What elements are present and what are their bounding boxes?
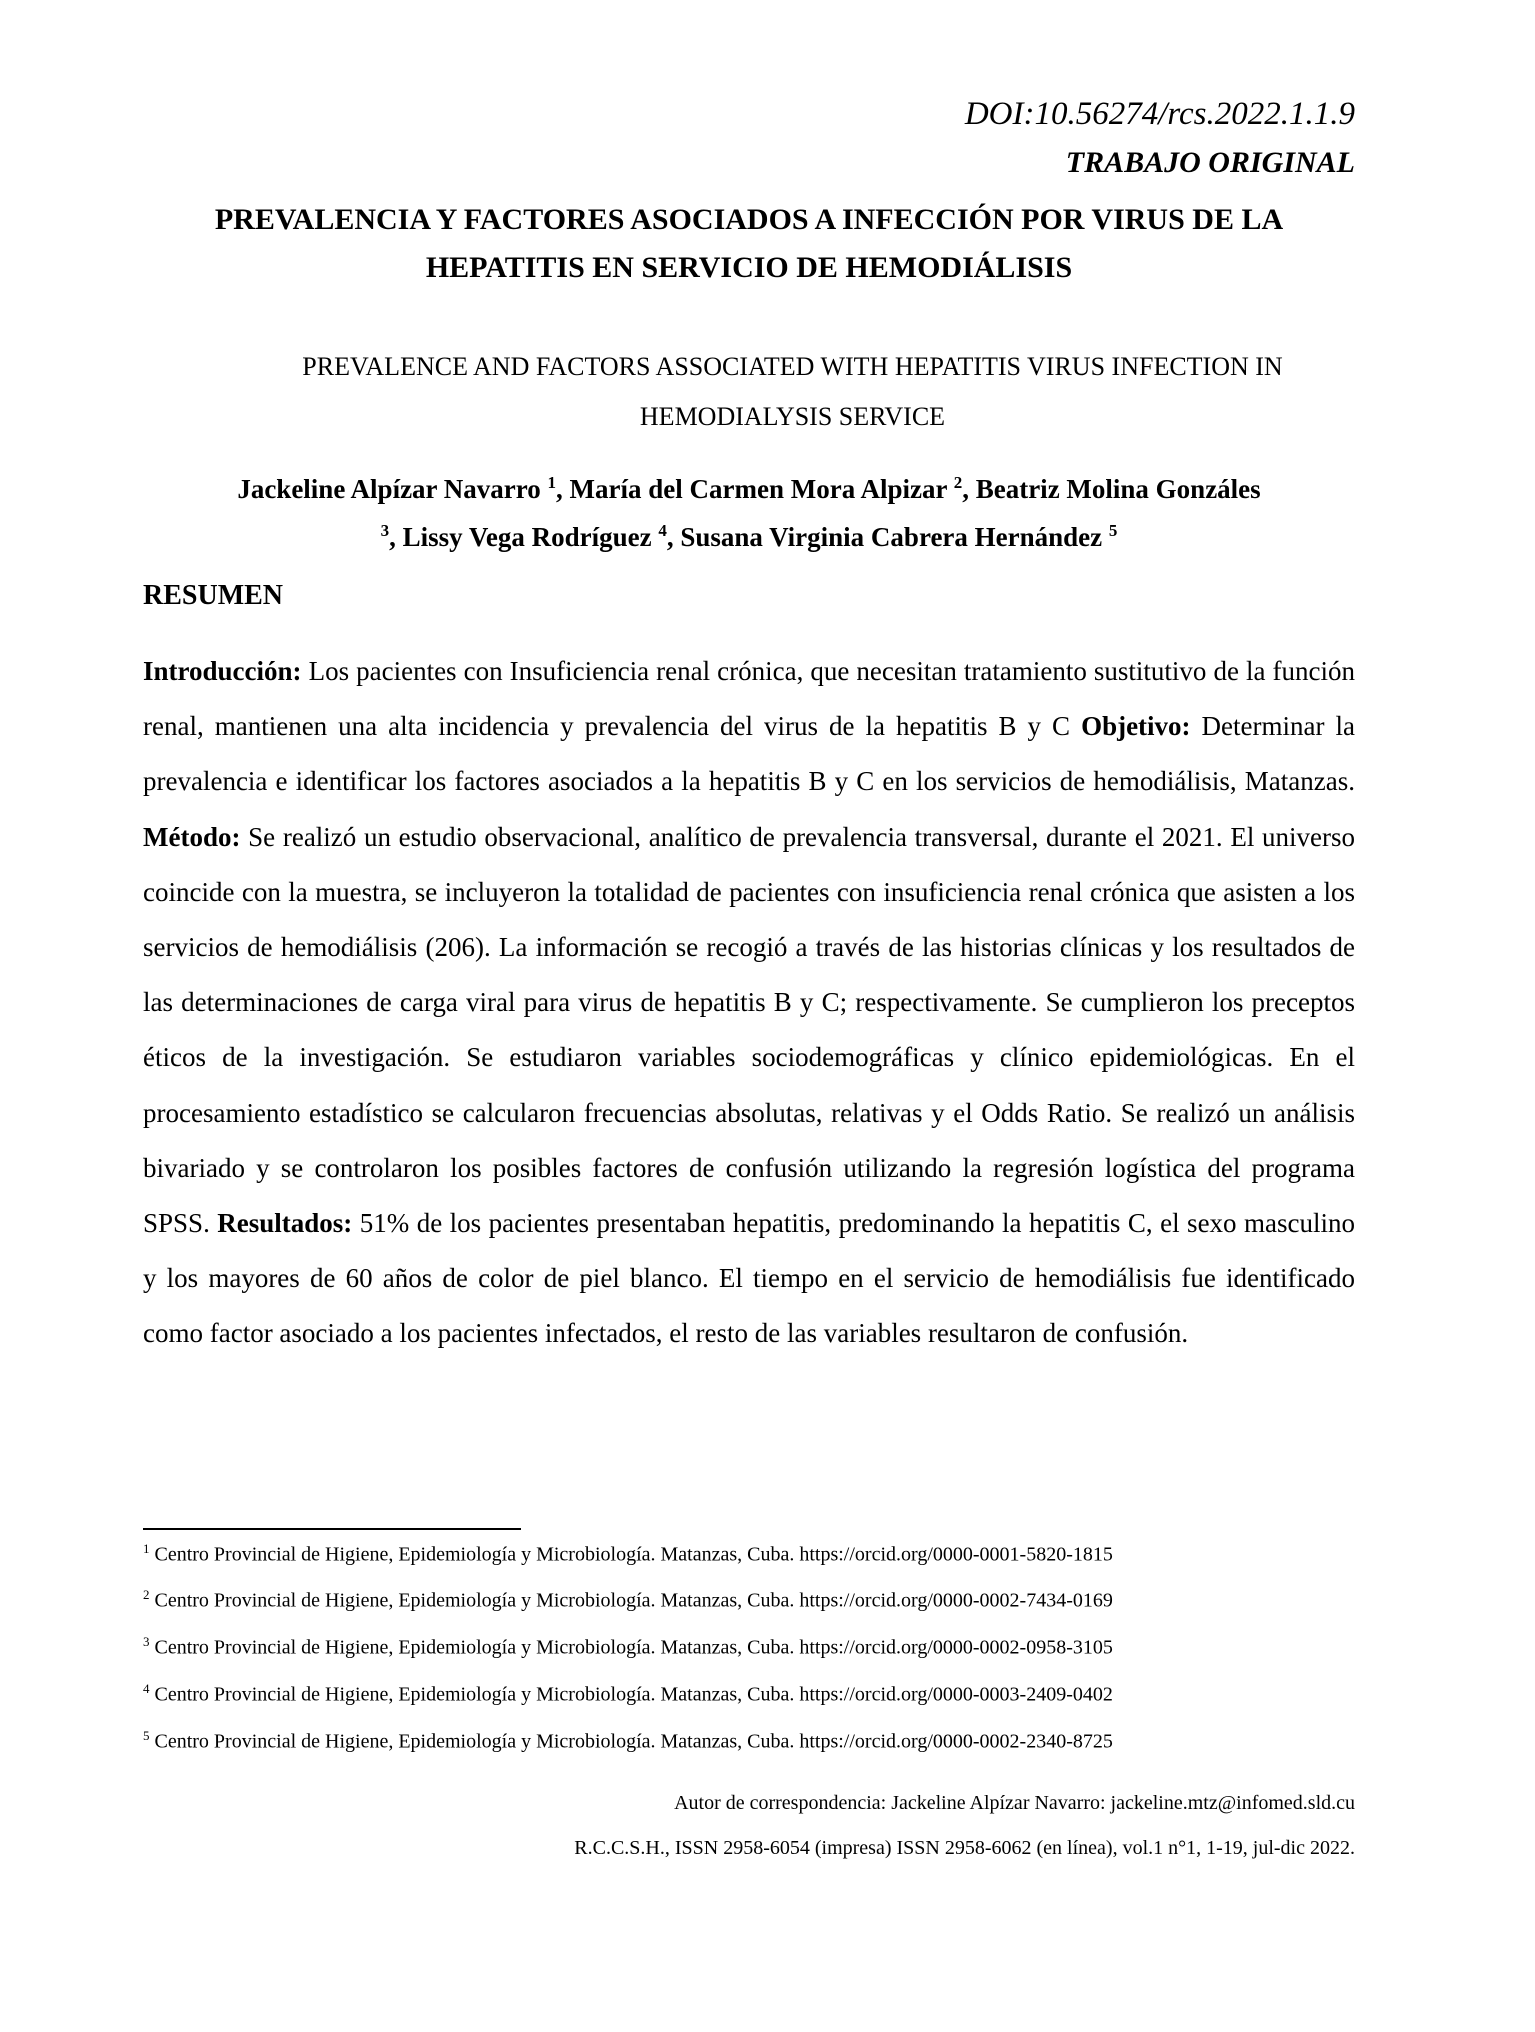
footnote [143, 1582, 1113, 1614]
footnote-text: Centro Provincial de Higiene, Epidemiología y Microbiología. Matanzas, Cuba. https://orcid.org/0000-0002-7434-0169 [149, 1589, 1113, 1612]
journal-info: R.C.C.S.H., ISSN 2958-6054 (impresa) ISSN 2958-6062 (en línea), vol.1 n°1, 1-19, jul-dic 2022. [574, 1837, 1355, 1859]
author-name: Lissy Vega Rodríguez [402, 522, 652, 552]
author-name: Beatriz Molina Gonzáles [975, 474, 1261, 504]
article-type: TRABAJO ORIGINAL [1065, 146, 1355, 179]
intro-label: Introducción: [143, 656, 302, 686]
author-separator: , [666, 522, 681, 552]
results-label: Resultados: [217, 1208, 353, 1239]
footnote-text: Centro Provincial de Higiene, Epidemiología y Microbiología. Matanzas, Cuba. https://orcid.org/0000-0002-0958-3105 [149, 1636, 1113, 1659]
author-affiliation-mark: 3 [380, 521, 390, 540]
author-affiliation-mark: 1 [547, 473, 557, 492]
footnote-mark: 3 [143, 1634, 150, 1649]
author-affiliation-mark: 2 [953, 473, 963, 492]
title-spanish: PREVALENCIA Y FACTORES ASOCIADOS A INFECCIÓN POR VIRUS DE LA HEPATITIS EN SERVICIO DE HEMODIÁLISIS [214, 203, 1284, 284]
title-english: PREVALENCE AND FACTORS ASSOCIATED WITH HEPATITIS VIRUS INFECTION IN HEMODIALYSIS SERVICE [302, 352, 1283, 431]
author-list [143, 462, 1355, 558]
author-name: María del Carmen Mora Alpizar [569, 474, 947, 504]
footnote [143, 1536, 1113, 1568]
author-affiliation-mark: 4 [658, 521, 667, 540]
author-name: Jackeline Alpízar Navarro [237, 474, 541, 504]
objective-label: Objetivo: [1081, 711, 1191, 742]
footnote-mark: 1 [143, 1541, 150, 1556]
author-affiliation-mark: 5 [1108, 521, 1118, 540]
footnote-divider [143, 1528, 521, 1530]
doi: DOI:10.56274/rcs.2022.1.1.9 [964, 96, 1355, 132]
footnote-text: Centro Provincial de Higiene, Epidemiología y Microbiología. Matanzas, Cuba. https://orcid.org/0000-0001-5820-1815 [149, 1543, 1113, 1566]
footnote-text: Centro Provincial de Higiene, Epidemiología y Microbiología. Matanzas, Cuba. https://orcid.org/0000-0002-2340-8725 [149, 1730, 1113, 1753]
abstract-heading: RESUMEN [143, 580, 284, 611]
correspondence: Autor de correspondencia: Jackeline Alpízar Navarro: jackeline.mtz@infomed.sld.cu [674, 1792, 1355, 1814]
results-text: 51% de los pacientes presentaban hepatitis, predominando la hepatitis C, el sexo masculino y los mayores de 60 años de color de piel blanco. El tiempo en el servicio de hemodiálisis fue identificado como factor asociado a los pacientes infectados, el resto de las variables resultaron de confusión. [143, 1208, 1355, 1349]
method-label: Método: [143, 821, 241, 852]
footnote [143, 1676, 1113, 1708]
author-name: Susana Virginia Cabrera Hernández [680, 522, 1103, 552]
footnote [143, 1723, 1113, 1755]
footnote-mark: 2 [143, 1587, 150, 1602]
method-text: Se realizó un estudio observacional, analítico de prevalencia transversal, durante el 2021. El universo coincide con la muestra, se incluyeron la totalidad de pacientes con insuficiencia renal crónica que asisten a los servicios de hemodiálisis (206). La información se recogió a través de las historias clínicas y los resultados de las determinaciones de carga viral para virus de hepatitis B y C; respectivamente. Se cumplieron los preceptos éticos de la investigación. Se estudiaron variables sociodemográficas y clínico epidemiológicas. En el procesamiento estadístico se calcularon frecuencias absolutas, relativas y el Odds Ratio. Se realizó un análisis bivariado y se controlaron los posibles factores de confusión utilizando la regresión logística del programa SPSS. [143, 821, 1355, 1239]
footnote [143, 1629, 1113, 1661]
objective-text: Determinar la prevalencia e identificar los factores asociados a la hepatitis B y C en los servicios de hemodiálisis, Matanzas. [143, 711, 1355, 797]
author-separator: , [389, 522, 403, 552]
author-separator: , [962, 474, 976, 504]
intro-text: Los pacientes con Insuficiencia renal crónica, que necesitan tratamiento sustitutivo de la función renal, mantienen una alta incidencia y prevalencia del virus de la hepatitis B y C [143, 656, 1355, 742]
footnote-mark: 4 [143, 1681, 150, 1696]
abstract-body [143, 644, 1355, 1362]
footnote-mark: 5 [143, 1728, 150, 1743]
author-separator: , [556, 474, 570, 504]
footnote-text: Centro Provincial de Higiene, Epidemiología y Microbiología. Matanzas, Cuba. https://orcid.org/0000-0003-2409-0402 [149, 1683, 1113, 1706]
